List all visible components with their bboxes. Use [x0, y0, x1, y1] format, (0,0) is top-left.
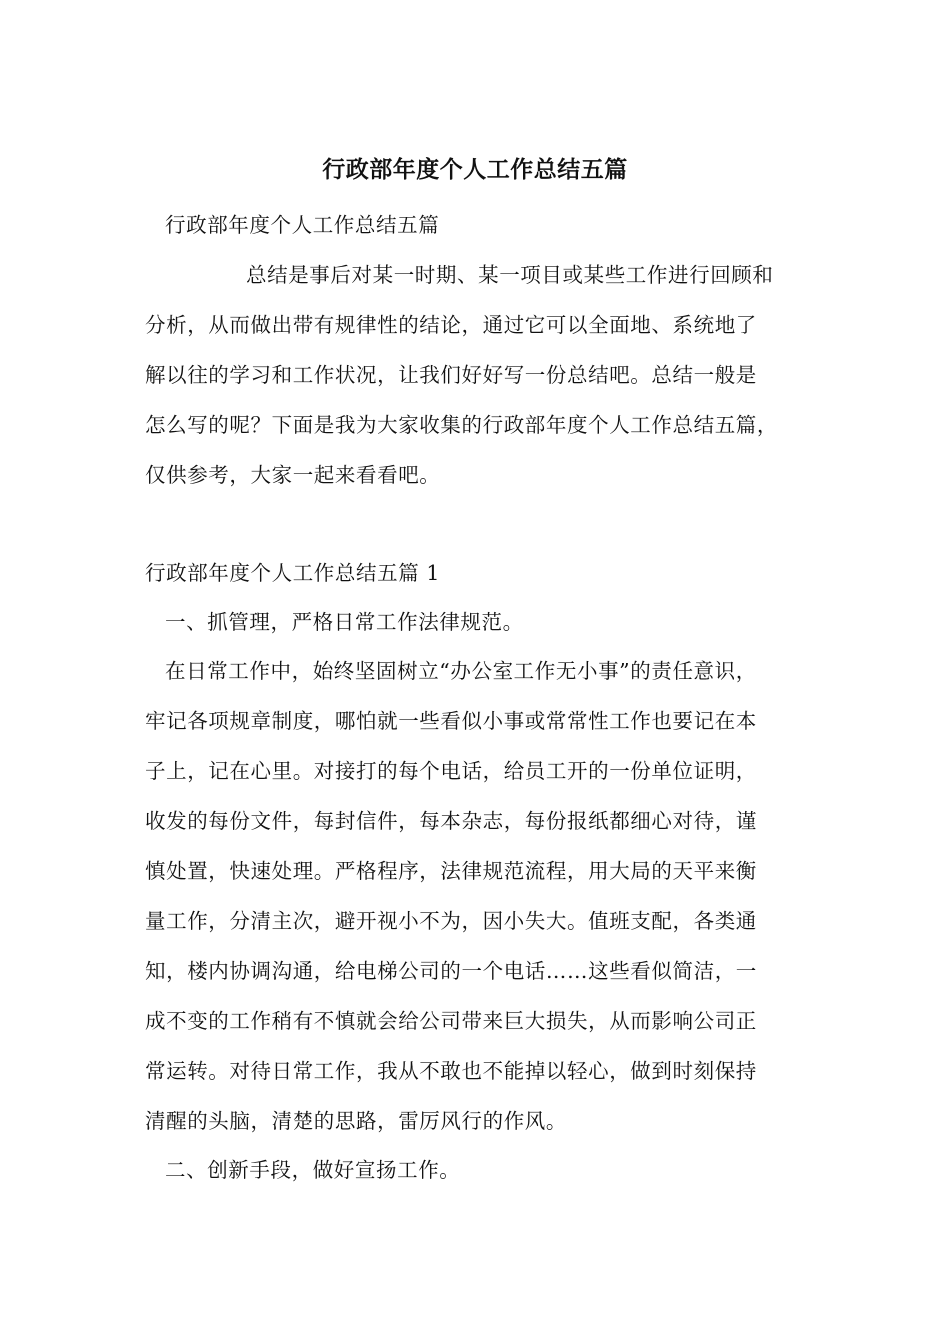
point1-line-2: 牢记各项规章制度，哪怕就一些看似小事或常常性工作也要记在本: [145, 709, 757, 733]
point1-line-5: 慎处置，快速处理。严格程序，法律规范流程，用大局的天平来衡: [145, 859, 757, 883]
point1-line-9: 常运转。对待日常工作，我从不敢也不能掉以轻心，做到时刻保持: [145, 1059, 757, 1083]
intro-line-1: 总结是事后对某一时期、某一项目或某些工作进行回顾和: [246, 263, 774, 287]
point-heading-2: 二、创新手段，做好宣扬工作。: [165, 1158, 461, 1182]
point1-line-7: 知，楼内协调沟通，给电梯公司的一个电话……这些看似简洁，一: [145, 959, 757, 983]
section-heading-1: 行政部年度个人工作总结五篇 1: [145, 561, 441, 585]
document-subtitle: 行政部年度个人工作总结五篇: [165, 213, 440, 237]
intro-line-5: 仅供参考，大家一起来看看吧。: [145, 463, 441, 487]
point1-line-1: 在日常工作中，始终坚固树立“办公室工作无小事”的责任意识，: [165, 659, 757, 683]
point-heading-1: 一、抓管理，严格日常工作法律规范。: [165, 610, 524, 634]
intro-line-4: 怎么写的呢？下面是我为大家收集的行政部年度个人工作总结五篇，: [145, 413, 778, 437]
point1-line-6: 量工作，分清主次，避开视小不为，因小失大。值班支配，各类通: [145, 909, 757, 933]
point1-line-10: 清醒的头脑，清楚的思路，雷厉风行的作风。: [145, 1109, 567, 1133]
intro-line-3: 解以往的学习和工作状况，让我们好好写一份总结吧。总结一般是: [145, 363, 757, 387]
document-title: 行政部年度个人工作总结五篇: [322, 156, 628, 183]
point1-line-8: 成不变的工作稍有不慎就会给公司带来巨大损失，从而影响公司正: [145, 1009, 757, 1033]
point1-line-3: 子上，记在心里。对接打的每个电话，给员工开的一份单位证明，: [145, 759, 757, 783]
intro-line-2: 分析，从而做出带有规律性的结论，通过它可以全面地、系统地了: [145, 313, 757, 337]
point1-line-4: 收发的每份文件，每封信件，每本杂志，每份报纸都细心对待，谨: [145, 809, 757, 833]
